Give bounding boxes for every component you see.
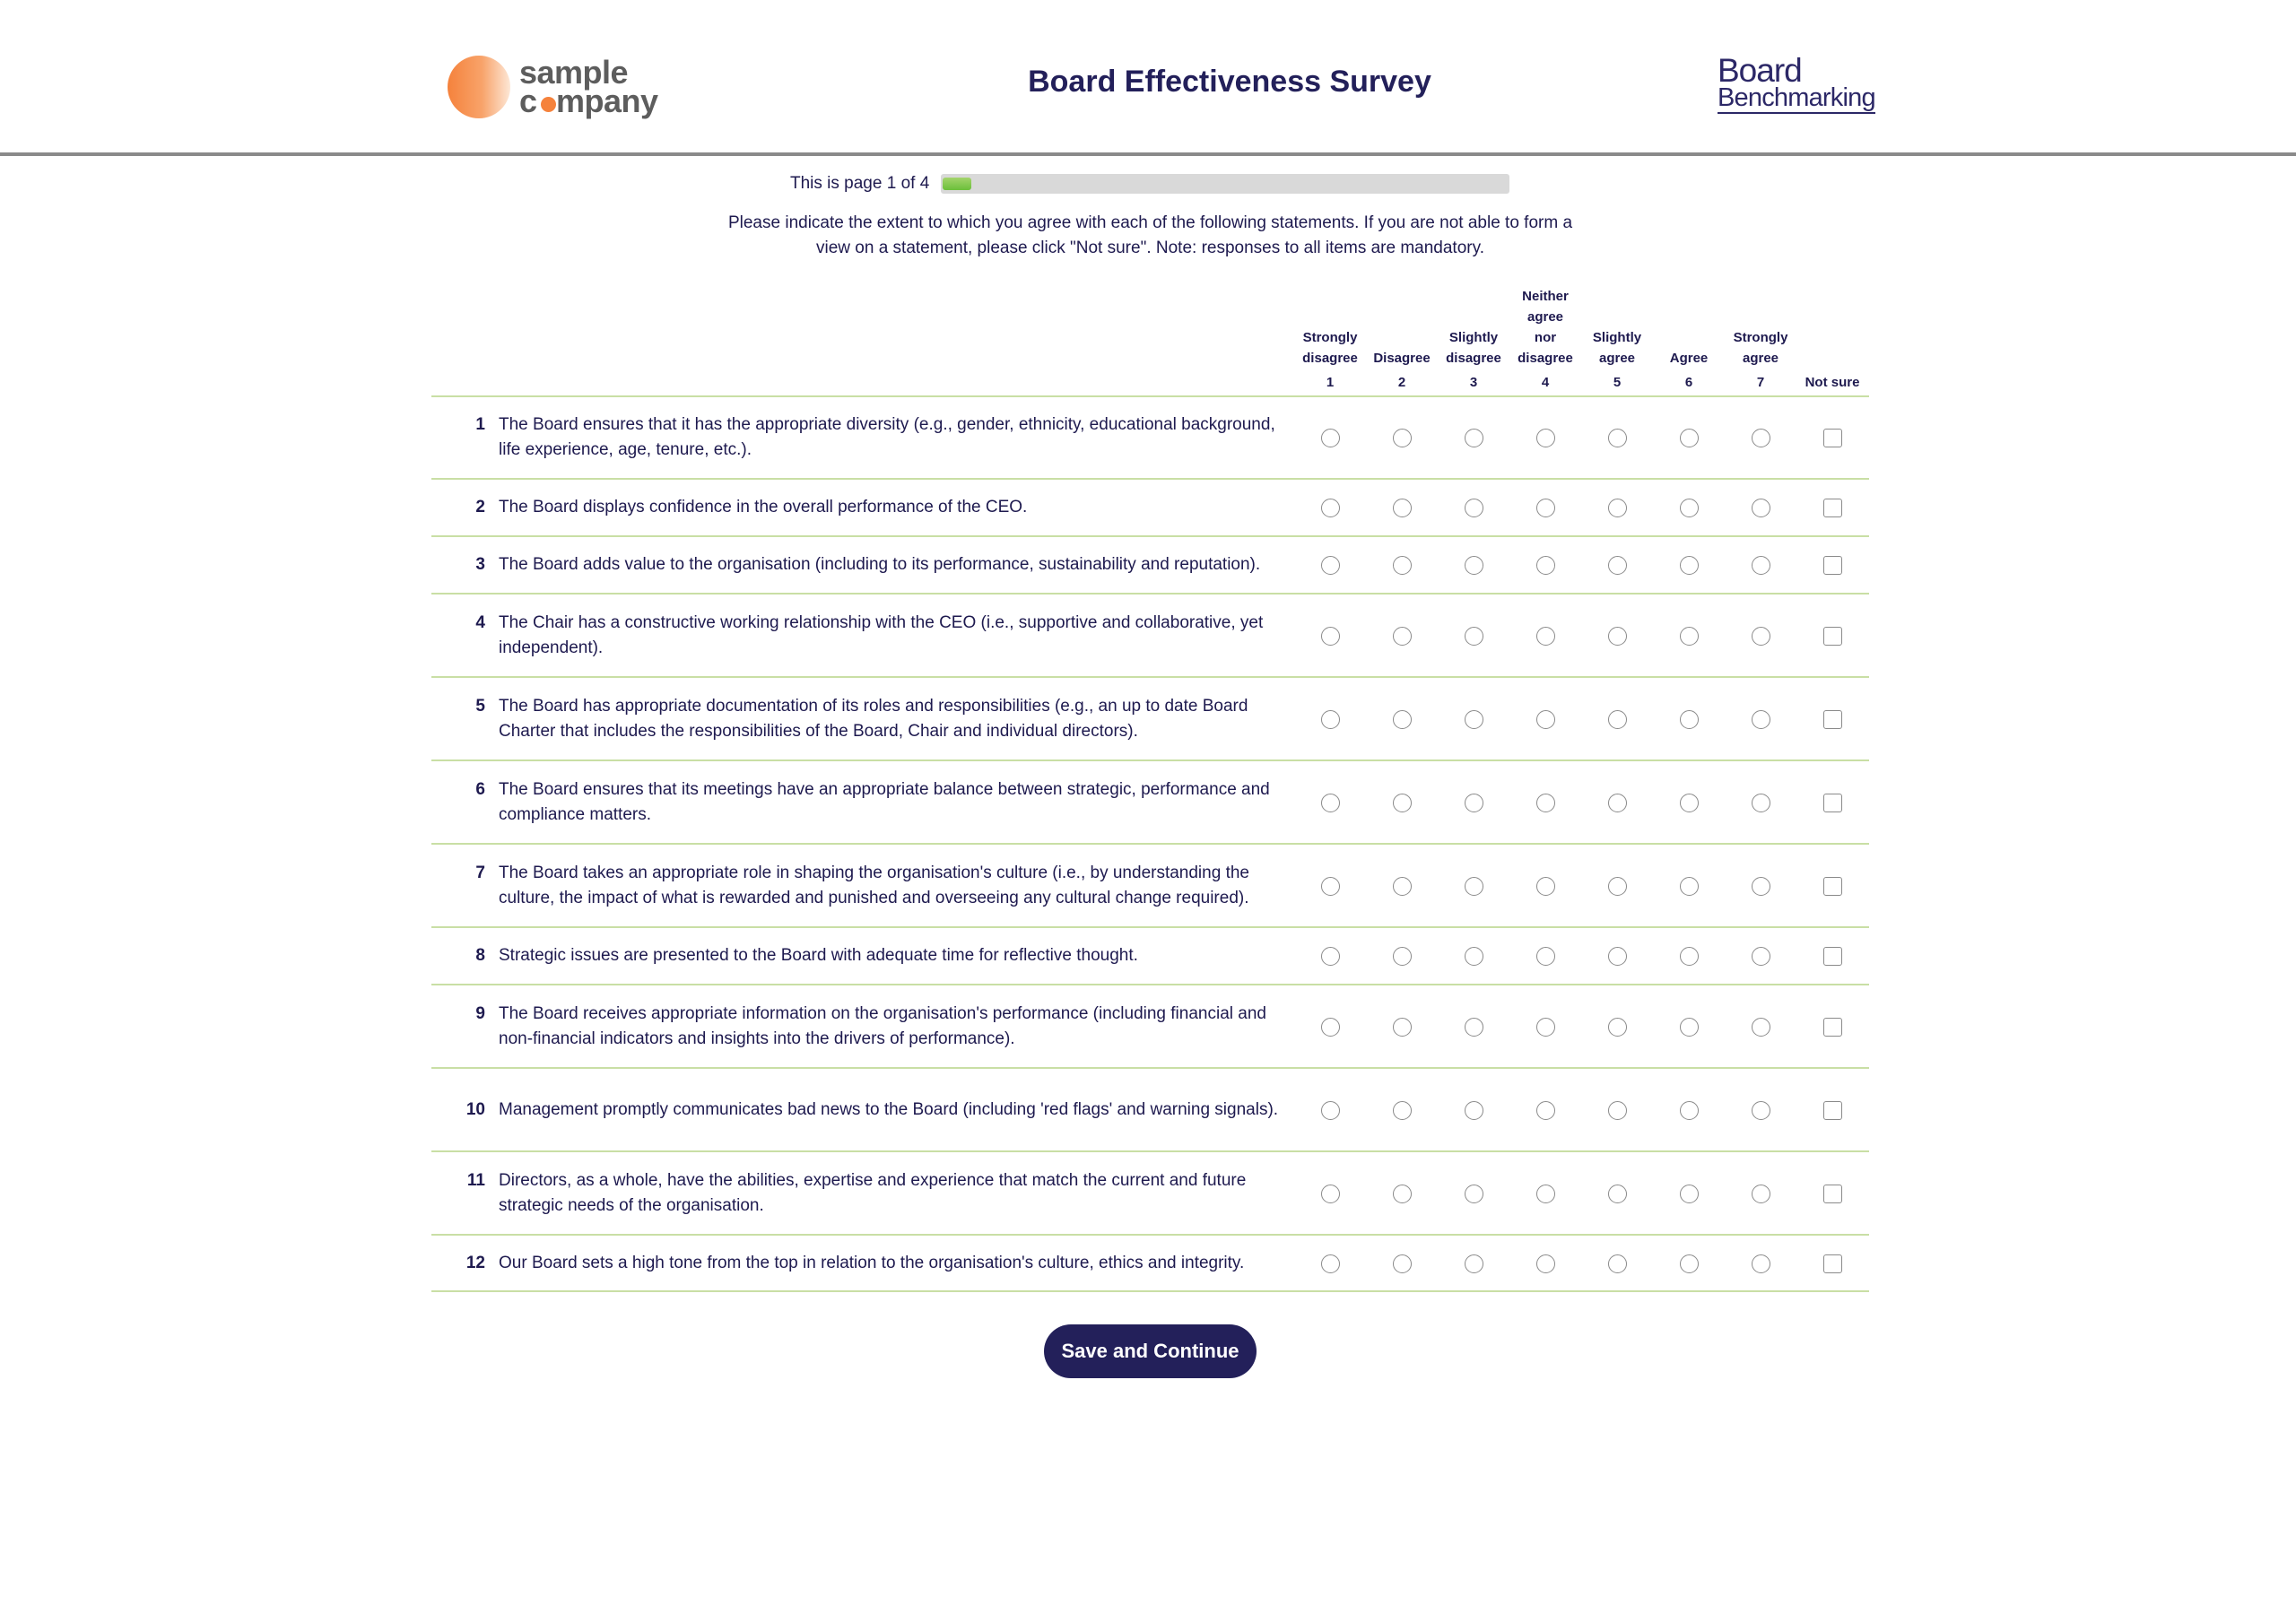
question-row: [431, 1236, 1869, 1292]
scale-label-line: disagree: [1302, 351, 1358, 366]
rating-radio-6[interactable]: [1680, 947, 1699, 966]
save-and-continue-button[interactable]: Save and Continue: [1044, 1324, 1257, 1378]
board-benchmarking-logo: [1716, 54, 1877, 117]
scale-label-line: Neither: [1522, 289, 1569, 304]
rating-radio-7[interactable]: [1752, 1254, 1770, 1273]
rating-radio-2[interactable]: [1393, 429, 1412, 447]
rating-radio-1[interactable]: [1321, 794, 1340, 812]
rating-radio-2[interactable]: [1393, 1101, 1412, 1120]
question-number: 3: [475, 555, 485, 574]
rating-radio-1[interactable]: [1321, 1018, 1340, 1037]
rating-radio-4[interactable]: [1536, 429, 1555, 447]
question-text: Directors, as a whole, have the abilities, expertise and experience that match the current and future strategic needs of the organisation.: [499, 1171, 1247, 1215]
rating-radio-4[interactable]: [1536, 947, 1555, 966]
rating-radio-6[interactable]: [1680, 499, 1699, 517]
not-sure-checkbox[interactable]: [1823, 877, 1842, 896]
not-sure-checkbox[interactable]: [1823, 499, 1842, 517]
rating-radio-4[interactable]: [1536, 710, 1555, 729]
rating-radio-7[interactable]: [1752, 627, 1770, 646]
scale-label-line: Disagree: [1373, 351, 1431, 366]
question-number: 11: [466, 1171, 485, 1190]
brand-text-board: Board: [1718, 52, 1802, 89]
rating-radio-6[interactable]: [1680, 429, 1699, 447]
rating-radio-1[interactable]: [1321, 429, 1340, 447]
rating-radio-5[interactable]: [1608, 947, 1627, 966]
scale-number-5: 5: [1613, 375, 1622, 390]
rating-radio-1[interactable]: [1321, 1185, 1340, 1203]
rating-radio-2[interactable]: [1393, 627, 1412, 646]
rating-radio-7[interactable]: [1752, 1185, 1770, 1203]
rating-radio-2[interactable]: [1393, 1018, 1412, 1037]
rating-radio-2[interactable]: [1393, 499, 1412, 517]
rating-radio-7[interactable]: [1752, 710, 1770, 729]
scale-label-line: agree: [1598, 351, 1636, 366]
question-row: [431, 985, 1869, 1069]
question-text: The Board takes an appropriate role in shaping the organisation's culture (i.e., by understanding the culture, the impact of what is rewarded and punished and overseeing any cultural change required).: [499, 864, 1249, 907]
rating-radio-5[interactable]: [1608, 556, 1627, 575]
rating-radio-6[interactable]: [1680, 1254, 1699, 1273]
header-divider: [0, 152, 2296, 156]
rating-radio-2[interactable]: [1393, 947, 1412, 966]
rating-radio-4[interactable]: [1536, 1018, 1555, 1037]
rating-radio-3[interactable]: [1465, 1254, 1483, 1273]
rating-radio-6[interactable]: [1680, 1101, 1699, 1120]
question-text: The Board receives appropriate information on the organisation's performance (including financial and non-financial indicators and insights into the drivers of performance).: [499, 1004, 1266, 1048]
rating-radio-7[interactable]: [1752, 794, 1770, 812]
rating-radio-3[interactable]: [1465, 794, 1483, 812]
question-text: The Board adds value to the organisation (including to its performance, sustainability and reputation).: [499, 555, 1261, 574]
rating-radio-1[interactable]: [1321, 1101, 1340, 1120]
question-text: Management promptly communicates bad news to the Board (including 'red flags' and warning signals).: [499, 1100, 1279, 1119]
logo-text-c: c: [519, 82, 537, 119]
scale-label-line: Strongly: [1733, 330, 1788, 345]
question-text: The Chair has a constructive working relationship with the CEO (i.e., supportive and collaborative, yet independent).: [499, 613, 1264, 657]
brand-text-benchmarking: Benchmarking: [1718, 83, 1875, 112]
scale-label-2: [1366, 348, 1438, 369]
rating-radio-2[interactable]: [1393, 556, 1412, 575]
rating-radio-6[interactable]: [1680, 877, 1699, 896]
rating-radio-4[interactable]: [1536, 1185, 1555, 1203]
rating-radio-7[interactable]: [1752, 429, 1770, 447]
rating-radio-5[interactable]: [1608, 1018, 1627, 1037]
rating-radio-2[interactable]: [1393, 794, 1412, 812]
question-text: The Board has appropriate documentation of its roles and responsibilities (e.g., an up to date Board Charter that includes the responsibilities of the Board, Chair and individual directors).: [499, 697, 1248, 741]
rating-radio-2[interactable]: [1393, 710, 1412, 729]
rating-radio-5[interactable]: [1608, 1254, 1627, 1273]
rating-radio-1[interactable]: [1321, 710, 1340, 729]
rating-radio-6[interactable]: [1680, 794, 1699, 812]
rating-radio-5[interactable]: [1608, 794, 1627, 812]
rating-radio-3[interactable]: [1465, 1018, 1483, 1037]
question-row: [431, 537, 1869, 595]
question-number: 2: [475, 498, 485, 516]
scale-number-7: 7: [1756, 375, 1765, 390]
rating-radio-2[interactable]: [1393, 1254, 1412, 1273]
rating-radio-7[interactable]: [1752, 1018, 1770, 1037]
scale-label-line: agree: [1742, 351, 1779, 366]
rating-radio-4[interactable]: [1536, 1101, 1555, 1120]
question-text: The Board ensures that it has the appropriate diversity (e.g., gender, ethnicity, educational background, life experience, age, tenure, etc.).: [499, 415, 1275, 459]
rating-radio-4[interactable]: [1536, 877, 1555, 896]
progress-label: This is page 1 of 4: [790, 174, 930, 193]
progress-bar-fill: [943, 178, 971, 190]
rating-radio-5[interactable]: [1608, 877, 1627, 896]
logo-text-mpany: mpany: [556, 82, 658, 119]
not-sure-checkbox[interactable]: [1823, 710, 1842, 729]
scale-label-line: nor: [1534, 330, 1557, 345]
rating-radio-3[interactable]: [1465, 627, 1483, 646]
scale-number-2: 2: [1397, 375, 1406, 390]
question-number: 12: [465, 1254, 485, 1272]
question-text: The Board displays confidence in the overall performance of the CEO.: [499, 498, 1028, 516]
rating-radio-7[interactable]: [1752, 499, 1770, 517]
question-row: [431, 480, 1869, 537]
rating-radio-5[interactable]: [1608, 627, 1627, 646]
rating-radio-2[interactable]: [1393, 877, 1412, 896]
scale-label-line: Slightly: [1448, 330, 1499, 345]
rating-radio-1[interactable]: [1321, 877, 1340, 896]
rating-radio-3[interactable]: [1465, 556, 1483, 575]
question-row: [431, 845, 1869, 928]
rating-radio-6[interactable]: [1680, 627, 1699, 646]
scale-label-1: [1294, 327, 1366, 369]
question-number: 6: [475, 780, 485, 799]
scale-label-5: [1581, 327, 1653, 369]
not-sure-checkbox[interactable]: [1823, 947, 1842, 966]
not-sure-checkbox[interactable]: [1823, 1185, 1842, 1203]
scale-number-1: 1: [1326, 375, 1335, 390]
scale-label-6: [1653, 348, 1725, 369]
rating-radio-6[interactable]: [1680, 1185, 1699, 1203]
question-text: Our Board sets a high tone from the top in relation to the organisation's culture, ethics and integrity.: [499, 1254, 1245, 1272]
scale-label-3: [1438, 327, 1509, 369]
logo-text-line1: sample: [519, 54, 629, 91]
rating-radio-1[interactable]: [1321, 556, 1340, 575]
rating-radio-5[interactable]: [1608, 429, 1627, 447]
rating-radio-4[interactable]: [1536, 499, 1555, 517]
rating-radio-3[interactable]: [1465, 499, 1483, 517]
rating-radio-3[interactable]: [1465, 1185, 1483, 1203]
question-row: [431, 928, 1869, 985]
rating-radio-4[interactable]: [1536, 627, 1555, 646]
question-text: Strategic issues are presented to the Board with adequate time for reflective thought.: [499, 946, 1138, 965]
not-sure-checkbox[interactable]: [1823, 1018, 1842, 1037]
rating-radio-3[interactable]: [1465, 429, 1483, 447]
not-sure-label: Not sure: [1805, 375, 1860, 390]
scale-number-3: 3: [1469, 375, 1478, 390]
page-title: Board Effectiveness Survey: [1028, 65, 1431, 99]
rating-radio-1[interactable]: [1321, 627, 1340, 646]
scale-label-line: disagree: [1518, 351, 1573, 366]
question-number: 1: [475, 415, 485, 434]
question-row: [431, 1152, 1869, 1236]
scale-label-7: [1725, 327, 1796, 369]
scale-number-4: 4: [1541, 375, 1550, 390]
question-row: [431, 397, 1869, 480]
rating-radio-7[interactable]: [1752, 947, 1770, 966]
scale-label-line: Slightly: [1592, 330, 1642, 345]
scale-label-line: agree: [1526, 309, 1564, 325]
question-number: 7: [475, 864, 485, 882]
scale-label-line: Agree: [1669, 351, 1709, 366]
not-sure-checkbox[interactable]: [1823, 627, 1842, 646]
question-row: [431, 1069, 1869, 1152]
question-number: 8: [475, 946, 485, 965]
rating-radio-1[interactable]: [1321, 499, 1340, 517]
not-sure-checkbox[interactable]: [1823, 429, 1842, 447]
rating-radio-3[interactable]: [1465, 947, 1483, 966]
rating-radio-3[interactable]: [1465, 877, 1483, 896]
progress-bar: [941, 174, 1509, 194]
question-row: [431, 761, 1869, 845]
rating-radio-3[interactable]: [1465, 710, 1483, 729]
question-number: 10: [465, 1100, 485, 1119]
rating-radio-7[interactable]: [1752, 556, 1770, 575]
page-header: [0, 0, 2296, 152]
question-row: [431, 678, 1869, 761]
rating-radio-3[interactable]: [1465, 1101, 1483, 1120]
rating-radio-6[interactable]: [1680, 710, 1699, 729]
not-sure-checkbox[interactable]: [1823, 1101, 1842, 1120]
scale-label-4: [1509, 286, 1581, 369]
rating-radio-5[interactable]: [1608, 499, 1627, 517]
question-text: The Board ensures that its meetings have an appropriate balance between strategic, performance and compliance matters.: [499, 780, 1270, 824]
question-row: [431, 595, 1869, 678]
instructions-text: Please indicate the extent to which you agree with each of the following statements. If you are not able to form a view on a statement, please click "Not sure". Note: responses to all items are mandatory.: [727, 213, 1573, 257]
rating-radio-6[interactable]: [1680, 556, 1699, 575]
rating-radio-1[interactable]: [1321, 1254, 1340, 1273]
scale-number-6: 6: [1684, 375, 1693, 390]
rating-radio-4[interactable]: [1536, 794, 1555, 812]
scale-label-line: disagree: [1446, 351, 1501, 366]
rating-radio-1[interactable]: [1321, 947, 1340, 966]
question-number: 4: [475, 613, 485, 632]
rating-radio-4[interactable]: [1536, 1254, 1555, 1273]
rating-radio-5[interactable]: [1608, 1101, 1627, 1120]
scale-label-line: Strongly: [1302, 330, 1358, 345]
rating-radio-5[interactable]: [1608, 710, 1627, 729]
row-divider: [431, 1290, 1869, 1292]
not-sure-checkbox[interactable]: [1823, 794, 1842, 812]
rating-radio-2[interactable]: [1393, 1185, 1412, 1203]
rating-radio-7[interactable]: [1752, 877, 1770, 896]
rating-radio-5[interactable]: [1608, 1185, 1627, 1203]
rating-radio-6[interactable]: [1680, 1018, 1699, 1037]
not-sure-checkbox[interactable]: [1823, 556, 1842, 575]
rating-radio-4[interactable]: [1536, 556, 1555, 575]
rating-radio-7[interactable]: [1752, 1101, 1770, 1120]
not-sure-checkbox[interactable]: [1823, 1254, 1842, 1273]
question-number: 9: [475, 1004, 485, 1023]
question-number: 5: [475, 697, 485, 716]
